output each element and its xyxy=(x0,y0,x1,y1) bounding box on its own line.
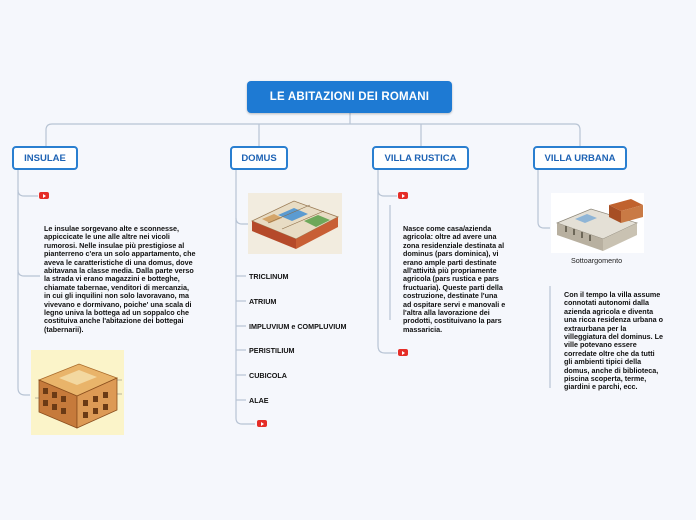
youtube-icon[interactable] xyxy=(257,420,267,427)
branch-villa-urbana[interactable] xyxy=(533,146,627,170)
domus-item-4[interactable]: PERISTILIUM xyxy=(249,346,295,355)
domus-item-3[interactable]: IMPLUVIUM e COMPLUVIUM xyxy=(249,322,347,331)
insulae-trunk xyxy=(18,170,30,395)
domus-item-1[interactable]: TRICLINUM xyxy=(249,272,289,281)
youtube-icon[interactable] xyxy=(39,192,49,199)
rustica-trunk xyxy=(378,170,397,353)
branch-domus[interactable] xyxy=(230,146,288,170)
insulae-text-link xyxy=(18,270,40,276)
villa-urbana-illustration xyxy=(551,193,644,253)
domus-item-2[interactable]: ATRIUM xyxy=(249,297,277,306)
domus-item-5[interactable]: CUBICOLA xyxy=(249,371,287,380)
branch-insulae[interactable] xyxy=(12,146,78,170)
villa-urbana-description: Con il tempo la villa assume connotati autonomi dalla azienda agricola e diventa una ricca residenza urbana o extraurbana per la villeggiatura del dominus. Le ville potevano essere corredate oltre che da tutti gli ambienti tipici della domus, anche di biblioteca, piscina scoperta, terme, giardini e parchi, ecc. xyxy=(564,290,664,392)
villa-rustica-description: Nasce come casa/azienda agricola: oltre ad avere una zona residenziale destinata al dominus (pars dominica), vi erano ample parti destinate all'attività più propriamente agricola (pars rustica e pars fructuaria). Queste parti della costruzione, destinate l'una ad ospitare servi e manovali e l'altra alla lavorazione dei prodotti, costituivano la pars massaricia. xyxy=(403,224,506,334)
villa-urbana-caption[interactable]: Sottoargomento xyxy=(571,256,623,265)
branch-villa-rustica-label: VILLA RUSTICA xyxy=(384,152,457,164)
root-title: LE ABITAZIONI DEI ROMANI xyxy=(269,91,430,103)
youtube-icon[interactable] xyxy=(398,349,408,356)
insulae-video-link xyxy=(18,190,38,196)
youtube-icon[interactable] xyxy=(398,192,408,199)
insulae-illustration xyxy=(31,350,124,435)
branch-insulae-label: INSULAE xyxy=(24,152,66,164)
branch-villa-urbana-label: VILLA URBANA xyxy=(544,152,616,164)
branch-domus-label: DOMUS xyxy=(241,152,277,164)
rustica-video-link xyxy=(378,190,397,196)
domus-image-link xyxy=(236,218,248,224)
domus-illustration xyxy=(248,193,342,254)
urbana-image-link xyxy=(538,170,550,228)
domus-item-6[interactable]: ALAE xyxy=(249,396,269,405)
insulae-description: Le insulae sorgevano alte e sconnesse, appiccicate le une alle altre nei vicoli rumorosi. Nelle insulae più prestigiose al pianterreno c'era un solo appartamento, che aveva le caratteristiche di una domus, dove abitavana la classe media. Dalla parte verso la strada vi erano magazzini e botteghe, chiamate tabernae, venditori di mercanzia, in cui gli inquilini non solo lavoravano, ma vivevano e dormivano, poiche' una scala di legno univa la bottega ad un soppalco che costituiva anche l'abitazione dei bottegai (tabernarii). xyxy=(44,224,196,334)
branch-bus xyxy=(46,124,580,146)
branch-villa-rustica[interactable] xyxy=(372,146,469,170)
root-topic[interactable] xyxy=(247,81,452,113)
